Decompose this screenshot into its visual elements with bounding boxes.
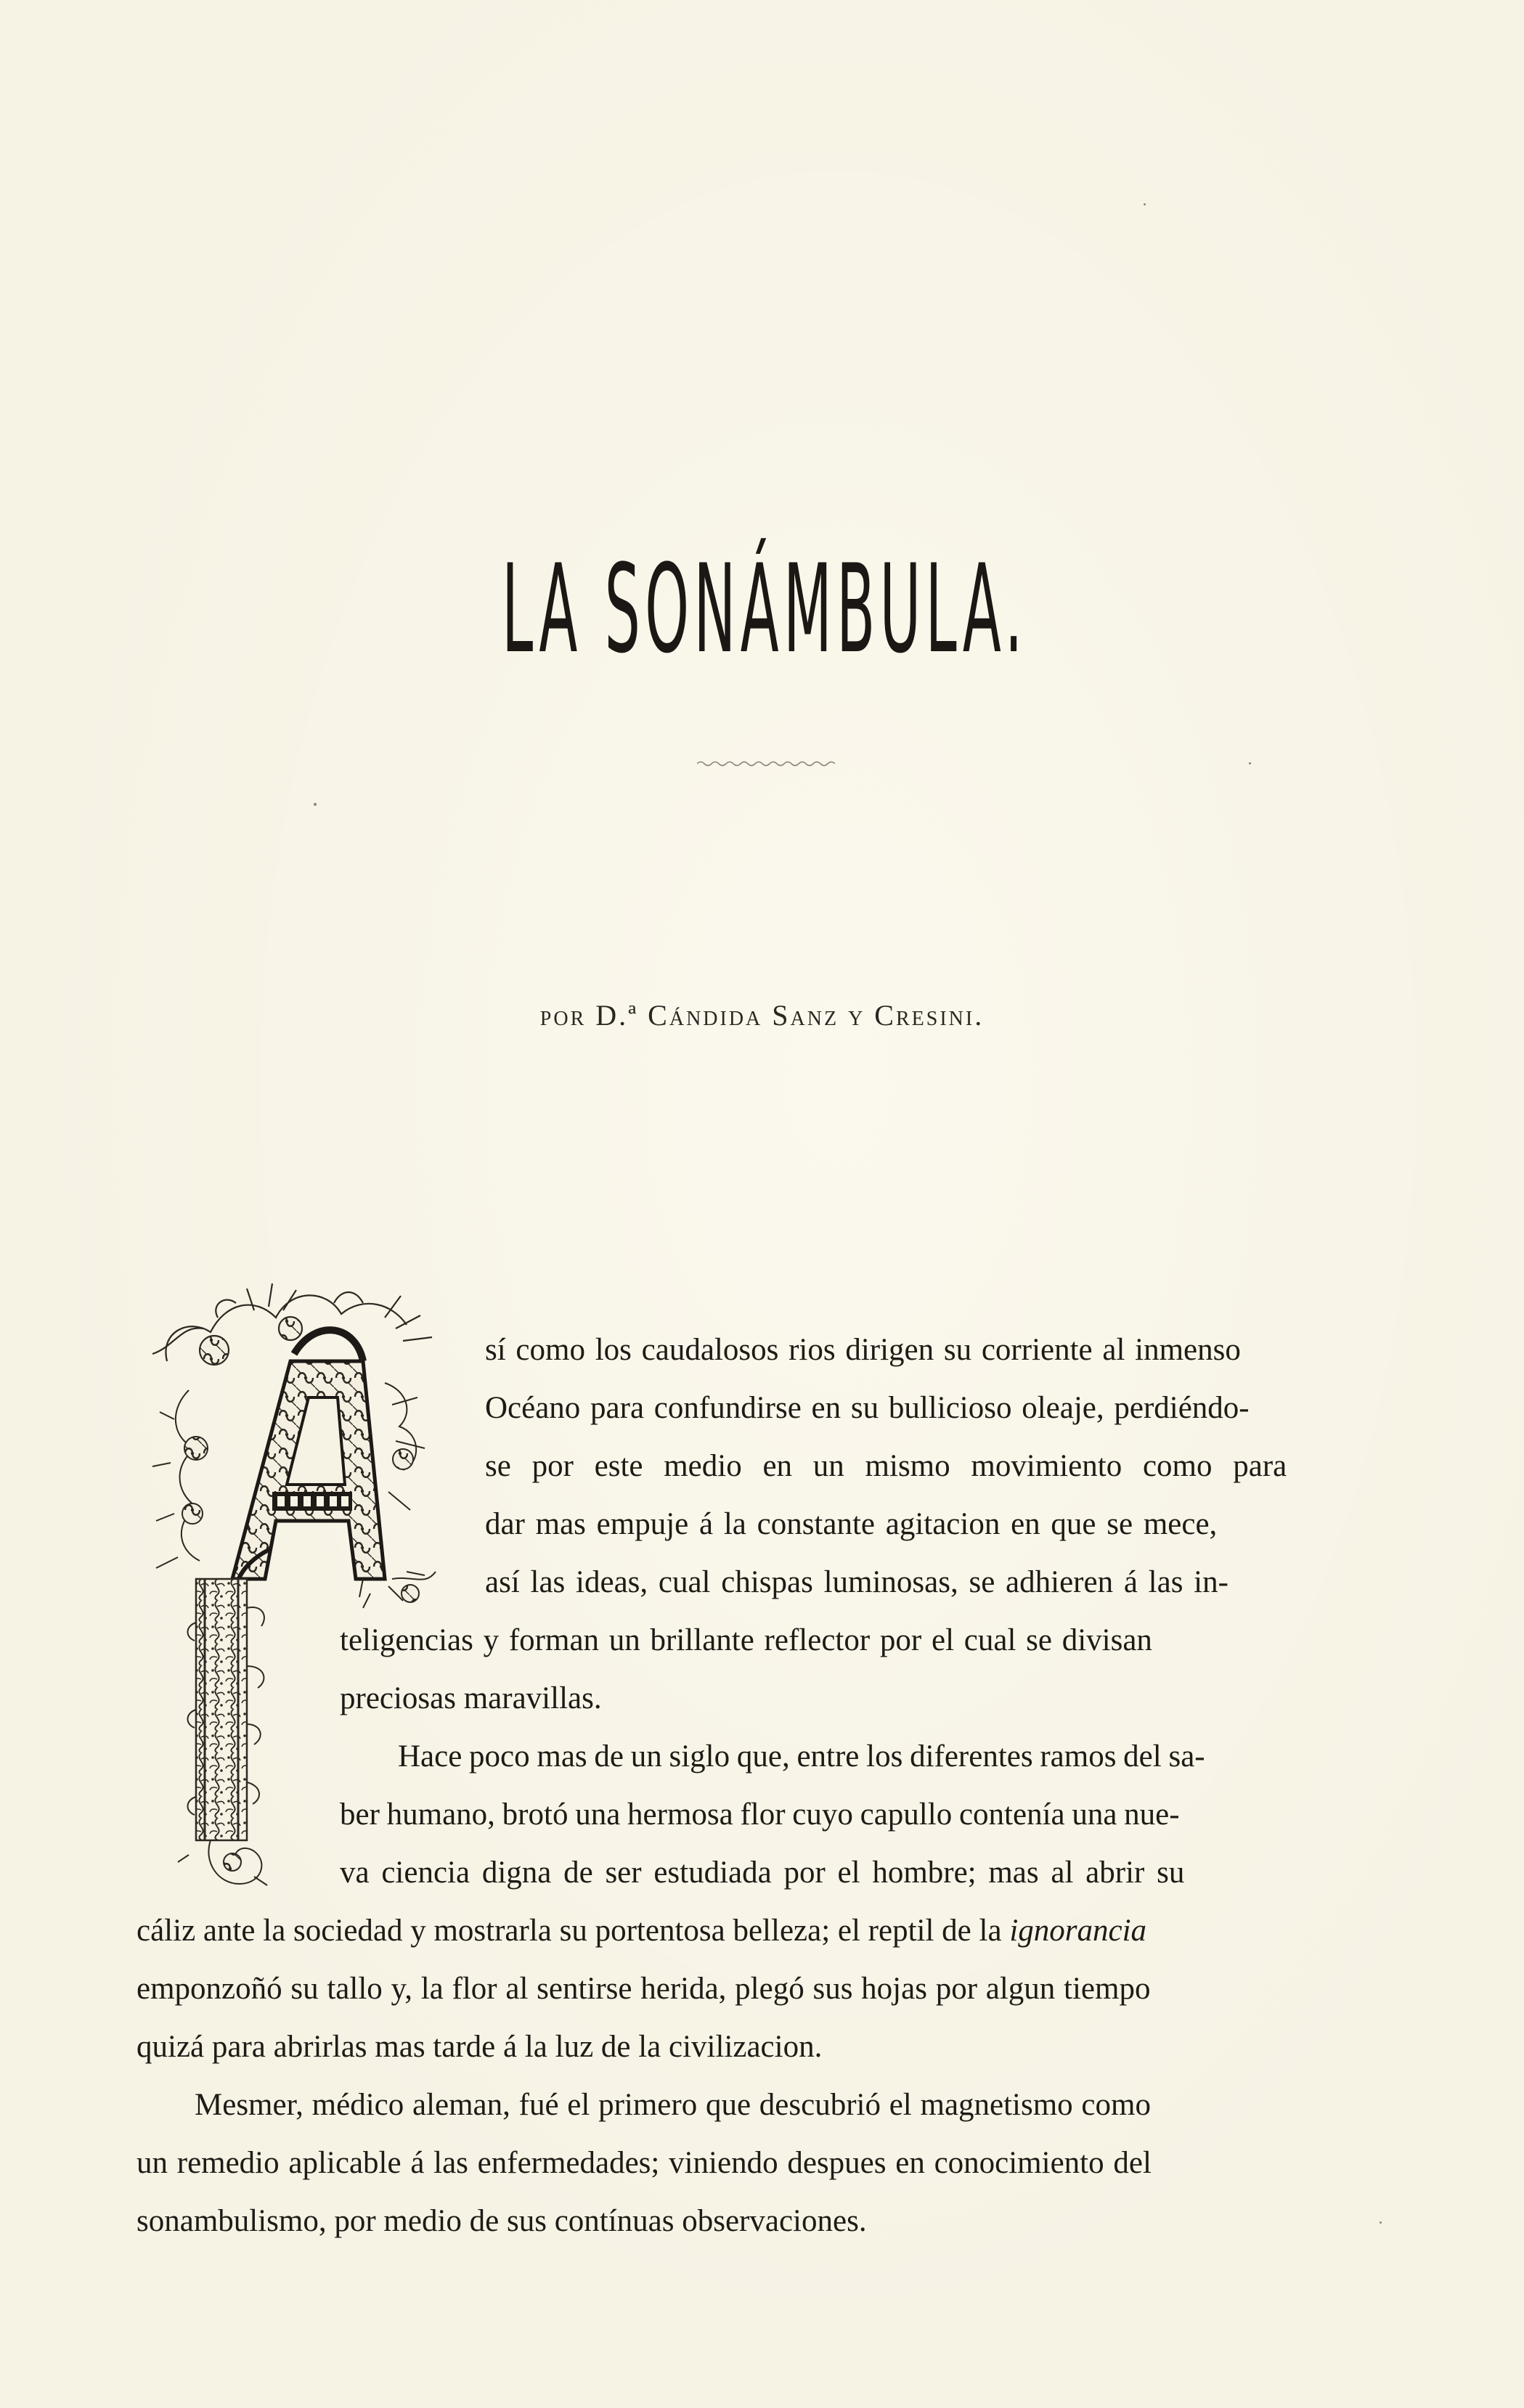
paragraph-line: se por este medio en un mismo movimiento como para: [485, 1449, 1287, 1483]
paragraph-line: va ciencia digna de ser estudiada por el hombre; mas al abrir su: [340, 1856, 1185, 1890]
paragraph-line: así las ideas, cual chispas luminosas, se adhieren á las in-: [485, 1565, 1228, 1599]
paper-speck: [314, 803, 317, 806]
author-byline: por D.ª Cándida Sanz y Cresini.: [539, 999, 985, 1032]
paragraph-line: teligencias y forman un brillante reflector por el cual se divisan: [340, 1623, 1152, 1657]
paper-speck: [1144, 203, 1146, 205]
paragraph-line: [136, 1915, 1146, 1946]
chapter-title: LA SONÁMBULA.: [502, 538, 1027, 680]
title-ornament-rule: [697, 759, 835, 769]
line-text: cáliz ante la sociedad y mostrarla su portentosa belleza; el reptil de la: [136, 1914, 1002, 1948]
paragraph-line: preciosas maravillas.: [340, 1681, 602, 1715]
paragraph-line: sí como los caudalosos rios dirigen su corriente al inmenso: [485, 1333, 1241, 1367]
paragraph-line: Hace poco mas de un siglo que, entre los diferentes ramos del sa-: [398, 1739, 1205, 1774]
paragraph-line: sonambulismo, por medio de sus contínuas observaciones.: [136, 2204, 867, 2238]
paragraph-line: un remedio aplicable á las enfermedades; viniendo despues en conocimiento del: [136, 2146, 1152, 2180]
paragraph-line: Mesmer, médico aleman, fué el primero que descubrió el magnetismo como: [195, 2088, 1151, 2122]
paragraph-line: Océano para confundirse en su bullicioso oleaje, perdiéndo-: [485, 1391, 1250, 1425]
paragraph-line: quizá para abrirlas mas tarde á la luz de la civilizacion.: [136, 2030, 823, 2064]
paper-speck: [1249, 762, 1251, 764]
paper-speck: [1380, 2221, 1382, 2224]
italic-word: ignorancia: [1009, 1914, 1147, 1948]
paragraph-line: emponzoñó su tallo y, la flor al sentirse herida, plegó sus hojas por algun tiempo: [136, 1972, 1151, 2006]
paragraph-line: dar mas empuje á la constante agitacion en que se mece,: [485, 1507, 1218, 1541]
paragraph-line: ber humano, brotó una hermosa flor cuyo capullo contenía una nue-: [340, 1797, 1180, 1832]
